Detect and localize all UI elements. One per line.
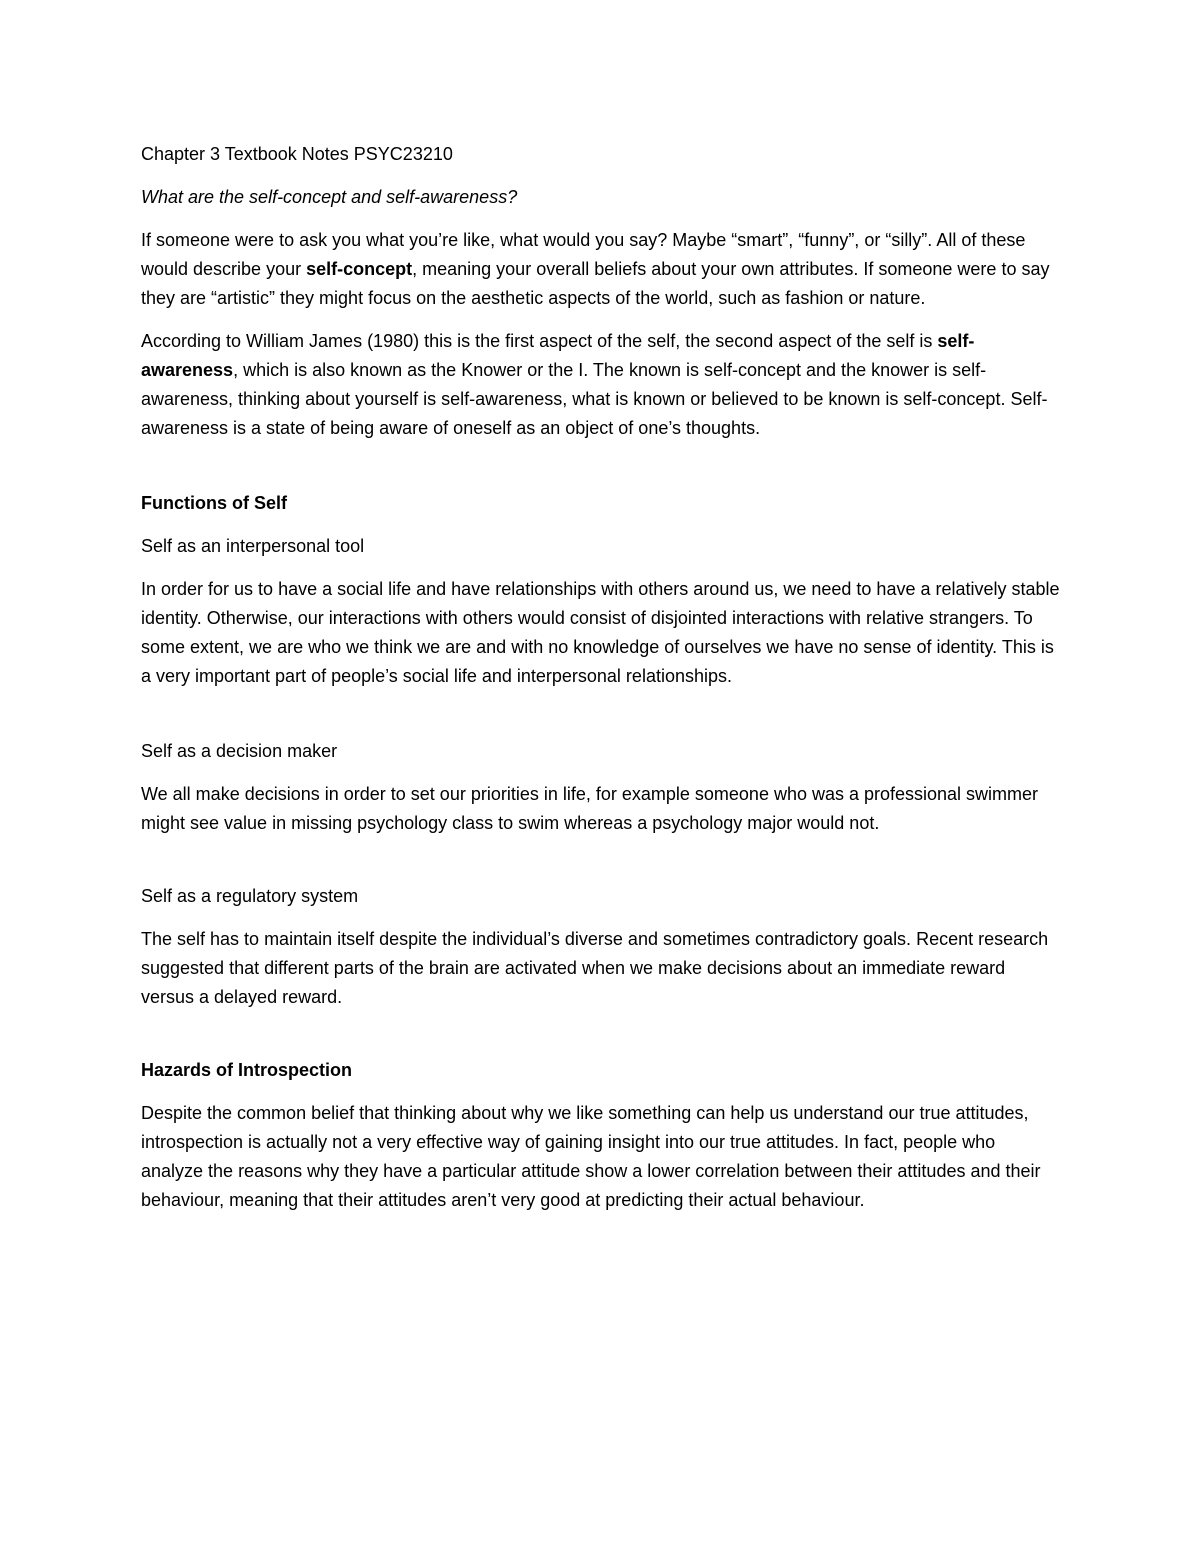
paragraph-hazards-of-introspection: Despite the common belief that thinking about why we like something can help us understand our true attitudes, introspection is actually not a very effective way of gaining insight into our true attitudes. In fact, people who analyze the reasons why they have a particular attitude show a lower correlation between their attitudes and their behaviour, meaning that their attitudes aren’t very good at predicting their actual behaviour.	[141, 1103, 1041, 1210]
section-question: What are the self-concept and self-awareness?	[141, 187, 518, 207]
paragraph-regulatory-system: The self has to maintain itself despite the individual’s diverse and sometimes contradictory goals. Recent research suggested that different parts of the brain are activated when we make decisions about an immediate reward versus a delayed reward.	[141, 929, 1049, 1007]
bold-term-self-awareness: self-awareness	[141, 331, 975, 380]
paragraph-text: , meaning your overall beliefs about your own attributes. If someone were to say they are “artistic” they might focus on the aesthetic aspects of the world, such as fashion or nature.	[141, 259, 1050, 308]
paragraph-interpersonal-tool: In order for us to have a social life and have relationships with others around us, we need to have a relatively stable identity. Otherwise, our interactions with others would consist of disjointed interactions with relative strangers. To some extent, we are who we think we are and with no knowledge of ourselves we have no sense of identity. This is a very important part of people’s social life and interpersonal relationships.	[141, 579, 1060, 686]
subheading-regulatory-system: Self as a regulatory system	[141, 886, 359, 906]
paragraph-text: According to William James (1980) this is the first aspect of the self, the second aspect of the self is	[141, 331, 938, 351]
paragraph-decision-maker: We all make decisions in order to set our priorities in life, for example someone who was a professional swimmer might see value in missing psychology class to swim whereas a psychology major would not.	[141, 784, 1039, 833]
heading-functions-of-self: Functions of Self	[141, 493, 287, 513]
paragraph-text: If someone were to ask you what you’re like, what would you say? Maybe “smart”, “funny”, or “silly”. All of these would describe your	[141, 230, 1026, 279]
paragraph-self-concept	[141, 226, 1061, 313]
document-page	[141, 140, 1061, 1229]
subheading-decision-maker: Self as a decision maker	[141, 741, 338, 761]
heading-hazards-of-introspection: Hazards of Introspection	[141, 1060, 353, 1080]
subheading-interpersonal-tool: Self as an interpersonal tool	[141, 536, 365, 556]
document-title: Chapter 3 Textbook Notes PSYC23210	[141, 144, 453, 164]
paragraph-text: , which is also known as the Knower or the I. The known is self-concept and the knower is self-awareness, thinking about yourself is self-awareness, what is known or believed to be known is self-concept. Self-awareness is a state of being aware of oneself as an object of one’s thoughts.	[141, 360, 1048, 438]
paragraph-self-awareness	[141, 327, 1061, 443]
bold-term-self-concept: self-concept	[306, 259, 413, 279]
